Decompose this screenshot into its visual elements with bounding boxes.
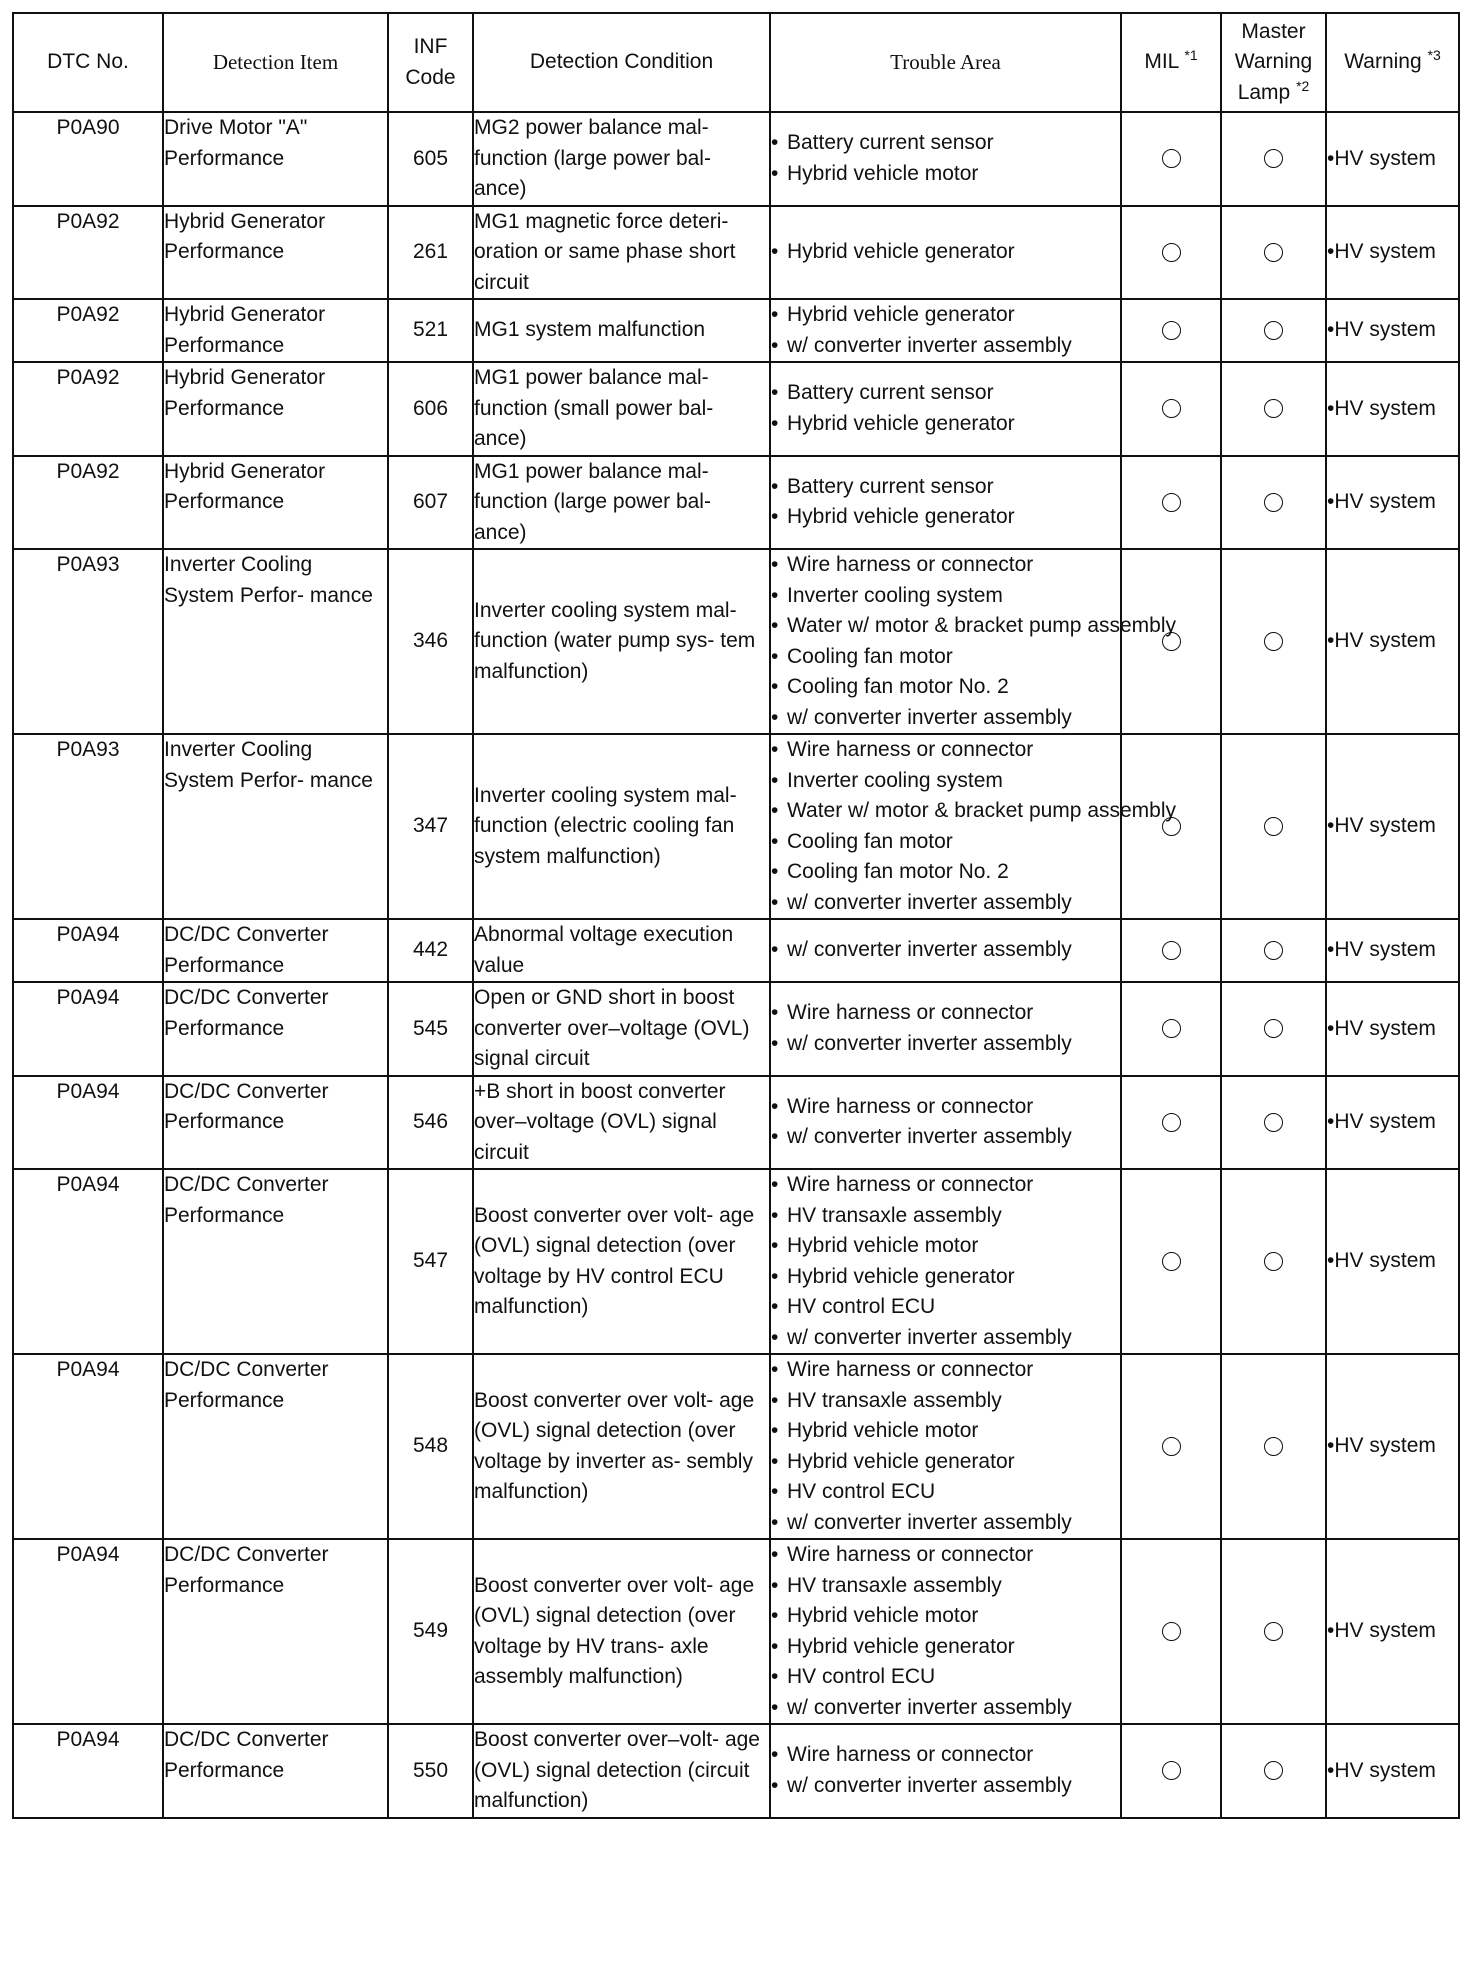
detection-condition: MG1 system malfunction	[473, 299, 770, 362]
trouble-item: • Inverter cooling system	[771, 766, 1120, 797]
trouble-item: • Water w/ motor & bracket pump assembly	[771, 611, 1120, 642]
table-row	[13, 919, 1459, 982]
detection-condition: Abnormal voltage execution value	[473, 919, 770, 982]
trouble-item: • Wire harness or connector	[771, 1092, 1120, 1123]
table-row	[13, 112, 1459, 206]
trouble-item: • w/ converter inverter assembly	[771, 1771, 1120, 1802]
mil-indicator	[1121, 1354, 1221, 1539]
inf-code: 442	[388, 919, 473, 982]
warning-system: •HV system	[1326, 919, 1459, 982]
detection-item: Hybrid Generator Performance	[163, 206, 388, 300]
bullet-icon: •	[771, 1634, 779, 1658]
bullet-icon: •	[771, 1449, 779, 1473]
dtc-code: P0A94	[13, 1354, 163, 1539]
warning-system: •HV system	[1326, 1169, 1459, 1354]
bullet-icon: •	[771, 1264, 779, 1288]
detection-condition: Boost converter over volt- age (OVL) signal detection (over voltage by inverter as- sembly malfunction)	[473, 1354, 770, 1539]
master-warning-indicator	[1221, 1354, 1326, 1539]
detection-condition: +B short in boost converter over–voltage (OVL) signal circuit	[473, 1076, 770, 1170]
inf-code: 605	[388, 112, 473, 206]
bullet-icon: •	[771, 799, 779, 822]
warning-system: •HV system	[1326, 1724, 1459, 1818]
bullet-icon: •	[771, 1419, 779, 1442]
bullet-icon: •	[1327, 1619, 1335, 1643]
circle-mark-icon	[1162, 1622, 1181, 1641]
trouble-item: • HV control ECU	[771, 1477, 1120, 1508]
bullet-icon: •	[771, 1358, 779, 1381]
bullet-icon: •	[771, 675, 779, 698]
trouble-item: • Wire harness or connector	[771, 1740, 1120, 1771]
dtc-code: P0A92	[13, 362, 163, 456]
dtc-code: P0A93	[13, 734, 163, 919]
trouble-area	[770, 1169, 1121, 1354]
circle-mark-icon	[1264, 1252, 1283, 1271]
bullet-icon: •	[771, 1773, 779, 1797]
detection-item: DC/DC Converter Performance	[163, 1539, 388, 1724]
dtc-table	[12, 12, 1460, 1819]
header-warning: Warning $^{*3}$	[1326, 13, 1459, 112]
detection-item: DC/DC Converter Performance	[163, 919, 388, 982]
circle-mark-icon	[1264, 632, 1283, 651]
bullet-icon: •	[771, 614, 779, 637]
circle-mark-icon	[1264, 321, 1283, 340]
trouble-item: • Wire harness or connector	[771, 1540, 1120, 1571]
bullet-icon: •	[771, 474, 779, 498]
bullet-icon: •	[771, 705, 779, 729]
trouble-item: • Hybrid vehicle generator	[771, 237, 1120, 268]
bullet-icon: •	[771, 1234, 779, 1257]
trouble-item: • Water w/ motor & bracket pump assembly	[771, 796, 1120, 827]
table-row	[13, 982, 1459, 1076]
trouble-area	[770, 919, 1121, 982]
trouble-item: • w/ converter inverter assembly	[771, 1323, 1120, 1354]
bullet-icon: •	[1327, 1434, 1335, 1458]
trouble-item: • Battery current sensor	[771, 472, 1120, 503]
master-warning-indicator	[1221, 1539, 1326, 1724]
detection-condition: MG1 power balance mal- function (small power bal- ance)	[473, 362, 770, 456]
detection-item: DC/DC Converter Performance	[163, 1076, 388, 1170]
bullet-icon: •	[1327, 318, 1335, 342]
circle-mark-icon	[1264, 1437, 1283, 1456]
trouble-item: • Wire harness or connector	[771, 998, 1120, 1029]
table-header	[13, 13, 1459, 112]
trouble-item: • w/ converter inverter assembly	[771, 1122, 1120, 1153]
bullet-icon: •	[771, 1573, 779, 1597]
circle-mark-icon	[1162, 941, 1181, 960]
mil-indicator	[1121, 549, 1221, 734]
detection-item: Hybrid Generator Performance	[163, 299, 388, 362]
master-warning-indicator	[1221, 1169, 1326, 1354]
circle-mark-icon	[1264, 1019, 1283, 1038]
detection-condition: Boost converter over–volt- age (OVL) signal detection (circuit malfunction)	[473, 1724, 770, 1818]
dtc-code: P0A92	[13, 206, 163, 300]
circle-mark-icon	[1162, 1437, 1181, 1456]
bullet-icon: •	[771, 1665, 779, 1688]
master-warning-indicator	[1221, 456, 1326, 550]
bullet-icon: •	[1327, 146, 1335, 170]
detection-condition: Inverter cooling system mal- function (electric cooling fan system malfunction)	[473, 734, 770, 919]
trouble-area	[770, 734, 1177, 919]
bullet-icon: •	[771, 303, 779, 326]
bullet-icon: •	[771, 890, 779, 914]
circle-mark-icon	[1162, 1019, 1181, 1038]
dtc-code: P0A94	[13, 1076, 163, 1170]
table-body	[13, 112, 1459, 1818]
circle-mark-icon	[1264, 243, 1283, 262]
detection-item: Hybrid Generator Performance	[163, 362, 388, 456]
bullet-icon: •	[771, 768, 779, 792]
header-dtc-no: DTC No.	[13, 13, 163, 112]
warning-system: •HV system	[1326, 206, 1459, 300]
detection-condition: Inverter cooling system mal- function (water pump sys- tem malfunction)	[473, 549, 770, 734]
trouble-item: • w/ converter inverter assembly	[771, 1693, 1120, 1724]
trouble-area	[770, 362, 1121, 456]
trouble-item: • Hybrid vehicle generator	[771, 1447, 1120, 1478]
trouble-item: • Wire harness or connector	[771, 1170, 1120, 1201]
circle-mark-icon	[1162, 632, 1181, 651]
bullet-icon: •	[771, 381, 779, 405]
bullet-icon: •	[1327, 1758, 1335, 1782]
detection-item: DC/DC Converter Performance	[163, 1724, 388, 1818]
mil-indicator	[1121, 1724, 1221, 1818]
bullet-icon: •	[771, 333, 779, 357]
bullet-icon: •	[771, 1125, 779, 1149]
detection-condition: Boost converter over volt- age (OVL) signal detection (over voltage by HV trans- axle assembly malfunction)	[473, 1539, 770, 1724]
circle-mark-icon	[1264, 1622, 1283, 1641]
trouble-area	[770, 1354, 1121, 1539]
table-row	[13, 1539, 1459, 1724]
detection-condition: MG1 power balance mal- function (large power bal- ance)	[473, 456, 770, 550]
trouble-item: • Cooling fan motor	[771, 642, 1120, 673]
detection-condition: MG1 magnetic force deteri- oration or same phase short circuit	[473, 206, 770, 300]
circle-mark-icon	[1162, 1113, 1181, 1132]
bullet-icon: •	[771, 1001, 779, 1025]
bullet-icon: •	[1327, 1249, 1335, 1273]
trouble-item: • Hybrid vehicle generator	[771, 502, 1120, 533]
dtc-code: P0A94	[13, 982, 163, 1076]
mil-indicator	[1121, 206, 1221, 300]
trouble-item: • HV transaxle assembly	[771, 1571, 1120, 1602]
trouble-area	[770, 206, 1121, 300]
bullet-icon: •	[771, 738, 779, 761]
detection-item: Inverter Cooling System Perfor- mance	[163, 734, 388, 919]
master-warning-indicator	[1221, 919, 1326, 982]
trouble-item: • Hybrid vehicle generator	[771, 300, 1120, 331]
mil-indicator	[1121, 456, 1221, 550]
bullet-icon: •	[771, 553, 779, 576]
dtc-code: P0A92	[13, 456, 163, 550]
trouble-area	[770, 456, 1121, 550]
trouble-item: • w/ converter inverter assembly	[771, 1029, 1120, 1060]
mil-indicator	[1121, 982, 1221, 1076]
trouble-item: • w/ converter inverter assembly	[771, 703, 1120, 734]
master-warning-indicator	[1221, 112, 1326, 206]
mil-indicator	[1121, 1539, 1221, 1724]
master-warning-indicator	[1221, 549, 1326, 734]
bullet-icon: •	[771, 860, 779, 883]
table-row	[13, 299, 1459, 362]
master-warning-indicator	[1221, 206, 1326, 300]
inf-code: 606	[388, 362, 473, 456]
warning-system: •HV system	[1326, 112, 1459, 206]
detection-item: Inverter Cooling System Perfor- mance	[163, 549, 388, 734]
bullet-icon: •	[1327, 490, 1335, 513]
trouble-item: • Cooling fan motor	[771, 827, 1120, 858]
detection-condition: MG2 power balance mal- function (large power bal- ance)	[473, 112, 770, 206]
bullet-icon: •	[771, 1295, 779, 1318]
trouble-item: • HV transaxle assembly	[771, 1201, 1120, 1232]
circle-mark-icon	[1264, 817, 1283, 836]
trouble-area	[770, 1076, 1121, 1170]
bullet-icon: •	[1327, 240, 1335, 263]
bullet-icon: •	[1327, 1110, 1335, 1133]
table-row	[13, 206, 1459, 300]
bullet-icon: •	[771, 1695, 779, 1719]
circle-mark-icon	[1162, 1252, 1181, 1271]
header-detection-condition: Detection Condition	[473, 13, 770, 112]
dtc-code: P0A94	[13, 1724, 163, 1818]
detection-item: DC/DC Converter Performance	[163, 1354, 388, 1539]
dtc-code: P0A90	[13, 112, 163, 206]
trouble-area	[770, 1539, 1121, 1724]
circle-mark-icon	[1162, 1761, 1181, 1780]
trouble-item: • Hybrid vehicle generator	[771, 1632, 1120, 1663]
detection-item: DC/DC Converter Performance	[163, 1169, 388, 1354]
master-warning-indicator	[1221, 1724, 1326, 1818]
inf-code: 347	[388, 734, 473, 919]
circle-mark-icon	[1264, 941, 1283, 960]
dtc-code: P0A92	[13, 299, 163, 362]
circle-mark-icon	[1264, 399, 1283, 418]
master-warning-indicator	[1221, 982, 1326, 1076]
warning-system: •HV system	[1326, 299, 1459, 362]
bullet-icon: •	[771, 505, 779, 529]
mil-indicator	[1121, 1076, 1221, 1170]
table-row	[13, 1354, 1459, 1539]
warning-system: •HV system	[1326, 1354, 1459, 1539]
inf-code: 261	[388, 206, 473, 300]
circle-mark-icon	[1162, 321, 1181, 340]
header-mil: MIL $^{*1}$	[1121, 13, 1221, 112]
bullet-icon: •	[771, 938, 779, 962]
trouble-area	[770, 549, 1177, 734]
bullet-icon: •	[771, 1094, 779, 1118]
trouble-item: • HV control ECU	[771, 1292, 1120, 1323]
bullet-icon: •	[771, 161, 779, 185]
trouble-item: • Hybrid vehicle generator	[771, 409, 1120, 440]
circle-mark-icon	[1162, 243, 1181, 262]
mil-indicator	[1121, 734, 1221, 919]
bullet-icon: •	[771, 1510, 779, 1534]
dtc-code: P0A94	[13, 1539, 163, 1724]
inf-code: 550	[388, 1724, 473, 1818]
bullet-icon: •	[771, 583, 779, 607]
bullet-icon: •	[771, 1031, 779, 1055]
circle-mark-icon	[1162, 817, 1181, 836]
warning-system: •HV system	[1326, 1076, 1459, 1170]
warning-system: •HV system	[1326, 456, 1459, 550]
dtc-code: P0A94	[13, 1169, 163, 1354]
bullet-icon: •	[771, 1480, 779, 1503]
trouble-item: • Hybrid vehicle motor	[771, 1601, 1120, 1632]
table-row	[13, 1076, 1459, 1170]
header-inf-code: INF Code	[388, 13, 473, 112]
circle-mark-icon	[1264, 1761, 1283, 1780]
trouble-area	[770, 112, 1121, 206]
inf-code: 607	[388, 456, 473, 550]
trouble-item: • Battery current sensor	[771, 128, 1120, 159]
trouble-area	[770, 299, 1121, 362]
bullet-icon: •	[1327, 1016, 1335, 1040]
trouble-item: • Hybrid vehicle motor	[771, 159, 1120, 190]
detection-item: Hybrid Generator Performance	[163, 456, 388, 550]
bullet-icon: •	[771, 411, 779, 435]
inf-code: 545	[388, 982, 473, 1076]
inf-code: 521	[388, 299, 473, 362]
header-trouble-area: Trouble Area	[770, 13, 1121, 112]
inf-code: 549	[388, 1539, 473, 1724]
master-warning-indicator	[1221, 734, 1326, 919]
bullet-icon: •	[771, 1543, 779, 1566]
bullet-icon: •	[1327, 396, 1335, 420]
detection-item: DC/DC Converter Performance	[163, 982, 388, 1076]
trouble-item: • Battery current sensor	[771, 378, 1120, 409]
table-row	[13, 362, 1459, 456]
circle-mark-icon	[1264, 1113, 1283, 1132]
inf-code: 546	[388, 1076, 473, 1170]
table-row	[13, 1169, 1459, 1354]
bullet-icon: •	[771, 1325, 779, 1349]
bullet-icon: •	[771, 1203, 779, 1227]
trouble-item: • HV control ECU	[771, 1662, 1120, 1693]
mil-indicator	[1121, 919, 1221, 982]
circle-mark-icon	[1264, 149, 1283, 168]
table-row	[13, 549, 1459, 734]
bullet-icon: •	[771, 131, 779, 155]
header-master-warning-lamp: Master Warning Lamp $^{*2}$	[1221, 13, 1326, 112]
mil-indicator	[1121, 112, 1221, 206]
header-detection-item: Detection Item	[163, 13, 388, 112]
bullet-icon: •	[1327, 938, 1335, 962]
warning-system: •HV system	[1326, 982, 1459, 1076]
bullet-icon: •	[771, 644, 779, 668]
bullet-icon: •	[771, 1173, 779, 1196]
trouble-area	[770, 982, 1121, 1076]
mil-indicator	[1121, 1169, 1221, 1354]
trouble-item: • HV transaxle assembly	[771, 1386, 1120, 1417]
trouble-area	[770, 1724, 1121, 1818]
trouble-item: • Cooling fan motor No. 2	[771, 672, 1120, 703]
table-row	[13, 456, 1459, 550]
trouble-item: • w/ converter inverter assembly	[771, 331, 1120, 362]
trouble-item: • Hybrid vehicle motor	[771, 1231, 1120, 1262]
inf-code: 346	[388, 549, 473, 734]
inf-code: 547	[388, 1169, 473, 1354]
trouble-item: • Inverter cooling system	[771, 581, 1120, 612]
mil-indicator	[1121, 299, 1221, 362]
bullet-icon: •	[1327, 814, 1335, 838]
circle-mark-icon	[1162, 493, 1181, 512]
circle-mark-icon	[1162, 399, 1181, 418]
table-row	[13, 1724, 1459, 1818]
warning-system: •HV system	[1326, 734, 1459, 919]
warning-system: •HV system	[1326, 362, 1459, 456]
dtc-code: P0A94	[13, 919, 163, 982]
trouble-item: • w/ converter inverter assembly	[771, 935, 1120, 966]
trouble-item: • Wire harness or connector	[771, 550, 1120, 581]
inf-code: 548	[388, 1354, 473, 1539]
trouble-item: • w/ converter inverter assembly	[771, 1508, 1120, 1539]
trouble-item: • Cooling fan motor No. 2	[771, 857, 1120, 888]
trouble-item: • Hybrid vehicle motor	[771, 1416, 1120, 1447]
bullet-icon: •	[771, 1743, 779, 1767]
master-warning-indicator	[1221, 299, 1326, 362]
bullet-icon: •	[771, 1604, 779, 1627]
master-warning-indicator	[1221, 1076, 1326, 1170]
detection-condition: Open or GND short in boost converter over–voltage (OVL) signal circuit	[473, 982, 770, 1076]
table-row	[13, 734, 1459, 919]
bullet-icon: •	[771, 240, 779, 263]
bullet-icon: •	[771, 1388, 779, 1412]
warning-system: •HV system	[1326, 549, 1459, 734]
detection-item: Drive Motor "A" Performance	[163, 112, 388, 206]
bullet-icon: •	[771, 829, 779, 853]
trouble-item: • Wire harness or connector	[771, 735, 1120, 766]
detection-condition: Boost converter over volt- age (OVL) signal detection (over voltage by HV control ECU malfunction)	[473, 1169, 770, 1354]
trouble-item: • Wire harness or connector	[771, 1355, 1120, 1386]
mil-indicator	[1121, 362, 1221, 456]
trouble-item: • Hybrid vehicle generator	[771, 1262, 1120, 1293]
warning-system: •HV system	[1326, 1539, 1459, 1724]
dtc-code: P0A93	[13, 549, 163, 734]
master-warning-indicator	[1221, 362, 1326, 456]
trouble-item: • w/ converter inverter assembly	[771, 888, 1120, 919]
circle-mark-icon	[1162, 149, 1181, 168]
bullet-icon: •	[1327, 629, 1335, 653]
circle-mark-icon	[1264, 493, 1283, 512]
